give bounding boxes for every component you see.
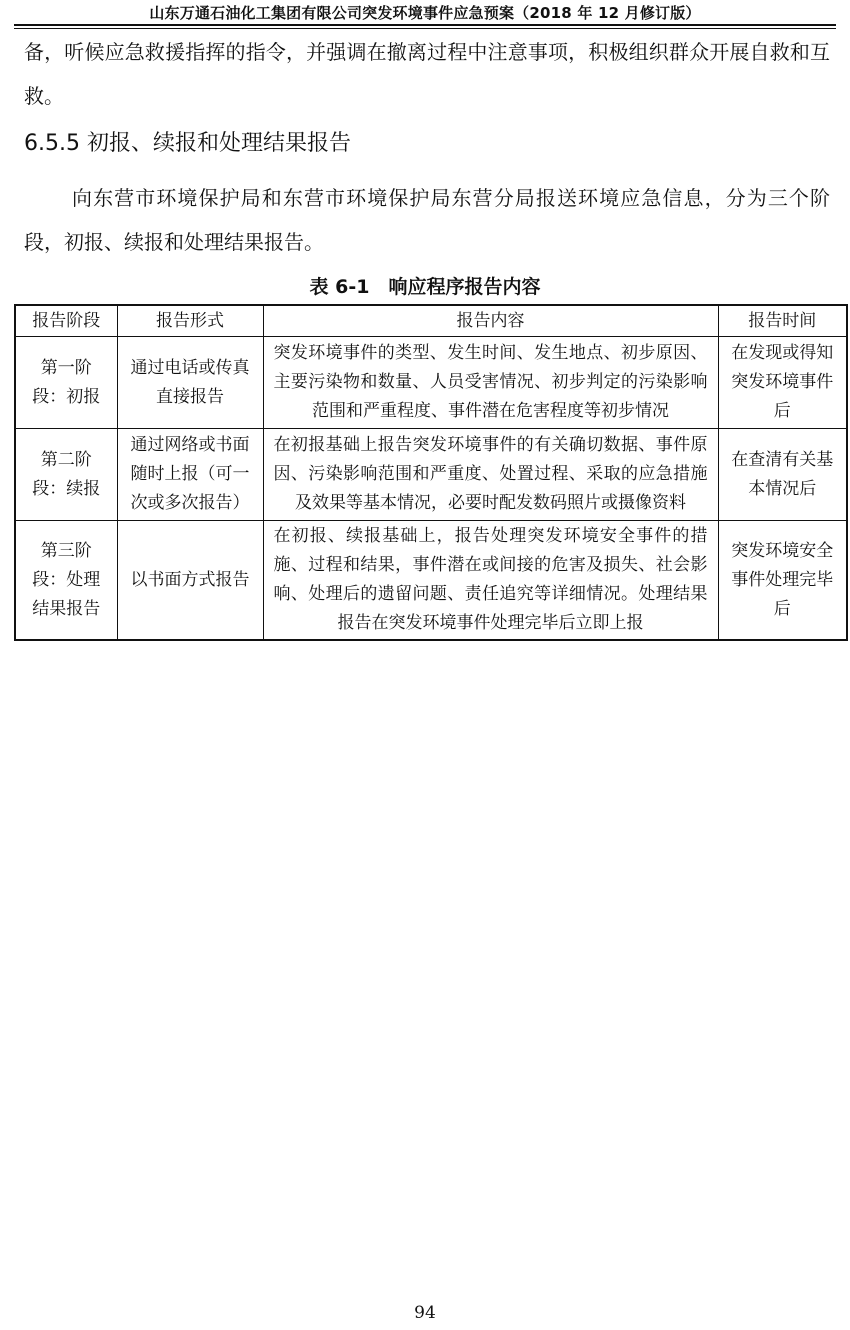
- cell-content: 在初报基础上报告突发环境事件的有关确切数据、事件原因、污染影响范围和严重度、处置过程、采取的应急措施及效果等基本情况，必要时配发数码照片或摄像资料: [263, 429, 718, 521]
- page-number: 94: [414, 1303, 436, 1323]
- paragraph-evacuation: 备，听候应急救援指挥的指令，并强调在撤离过程中注意事项，积极组织群众开展自救和互救。: [24, 40, 830, 108]
- running-header: 山东万通石油化工集团有限公司突发环境事件应急预案（2018 年 12 月修订版）: [149, 4, 701, 22]
- header-rule-thin: [14, 28, 836, 29]
- header-stage: 报告阶段: [15, 305, 117, 337]
- cell-stage: 第一阶段：初报: [15, 337, 117, 429]
- cell-form: 通过网络或书面随时上报（可一次或多次报告）: [117, 429, 263, 521]
- cell-content: 在初报、续报基础上，报告处理突发环境安全事件的措施、过程和结果，事件潜在或间接的危害及损失、社会影响、处理后的遗留问题、责任追究等详细情况。处理结果报告在突发环境事件处理完毕后立即上报: [263, 521, 718, 641]
- report-table: [14, 304, 848, 641]
- cell-form: 以书面方式报告: [117, 521, 263, 641]
- table-header-row: [15, 305, 847, 337]
- table-caption: 表 6-1 响应程序报告内容: [309, 276, 541, 298]
- cell-stage: 第二阶段：续报: [15, 429, 117, 521]
- table-row: [15, 337, 847, 429]
- table-row: [15, 521, 847, 641]
- table-row: [15, 429, 847, 521]
- paragraph-reporting: 向东营市环境保护局和东营市环境保护局东营分局报送环境应急信息，分为三个阶段，初报、续报和处理结果报告。: [24, 186, 830, 254]
- cell-content: 突发环境事件的类型、发生时间、发生地点、初步原因、主要污染物和数量、人员受害情况、初步判定的污染影响范围和严重程度、事件潜在危害程度等初步情况: [263, 337, 718, 429]
- section-heading: 6.5.5 初报、续报和处理结果报告: [24, 131, 351, 156]
- cell-time: 突发环境安全事件处理完毕后: [718, 521, 847, 641]
- cell-time: 在发现或得知突发环境事件后: [718, 337, 847, 429]
- header-time: 报告时间: [718, 305, 847, 337]
- cell-time: 在查清有关基本情况后: [718, 429, 847, 521]
- header-rule-thick: [14, 24, 836, 26]
- cell-stage: 第三阶段：处理结果报告: [15, 521, 117, 641]
- cell-form: 通过电话或传真直接报告: [117, 337, 263, 429]
- header-content: 报告内容: [263, 305, 718, 337]
- header-form: 报告形式: [117, 305, 263, 337]
